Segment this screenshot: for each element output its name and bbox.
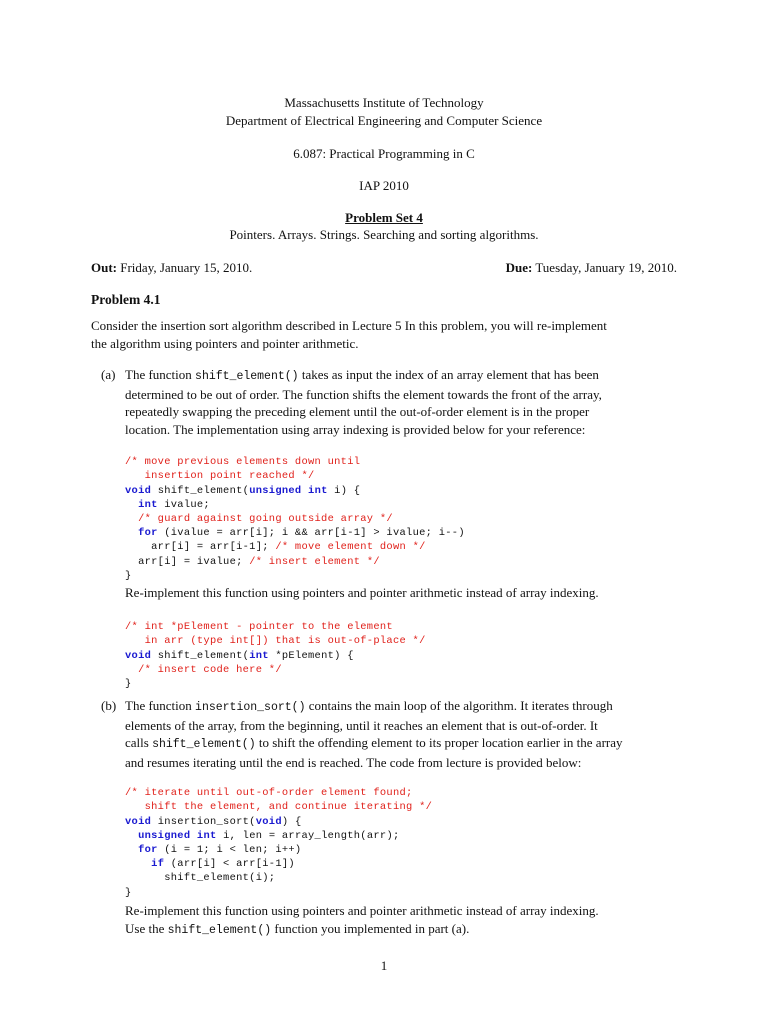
part-b-reimplement xyxy=(125,902,677,939)
part-b-text: The function xyxy=(125,698,196,713)
code-line: void shift_element(unsigned int i) { xyxy=(125,484,361,497)
code-line: for (ivalue = arr[i]; i && arr[i-1] > ivalue; i--) xyxy=(138,527,465,540)
code-line: arr[i] = arr[i-1]; /* move element down */ xyxy=(125,541,426,554)
code-line: shift_element(i); xyxy=(125,872,276,885)
code-line: } xyxy=(125,569,132,582)
intro-line-2: the algorithm using pointers and pointer arithmetic. xyxy=(91,335,359,351)
code-line xyxy=(125,786,432,800)
department-name: Department of Electrical Engineering and Computer Science xyxy=(225,113,543,128)
part-a-line-3: repeatedly swapping the preceding element until the out-of-order element is in the proper xyxy=(125,404,590,419)
part-a-line-4: location. The implementation using array indexing is provided below for your reference: xyxy=(125,421,586,437)
intro-line-1: Consider the insertion sort algorithm described in Lecture 5 In this problem, you will re-implement xyxy=(91,318,607,333)
code-line xyxy=(125,469,465,483)
inline-code: shift_element() xyxy=(152,738,256,751)
due-label: Due: xyxy=(505,260,533,275)
part-a-reimplement xyxy=(125,584,677,602)
code-keyword: void xyxy=(255,815,282,828)
problem-heading: Problem 4.1 xyxy=(91,292,161,307)
code-line: int ivalue; xyxy=(138,498,210,511)
term-label: IAP 2010 xyxy=(359,178,409,193)
inline-code: shift_element() xyxy=(195,370,299,383)
part-b-line-3 xyxy=(125,734,677,754)
code-keyword: for xyxy=(138,843,158,856)
code-comment: /* move previous elements down until xyxy=(125,456,361,469)
code-line: void shift_element(int *pElement) { xyxy=(125,649,354,662)
code-keyword: for xyxy=(138,527,158,540)
code-comment: in arr (type int[]) that is out-of-place */ xyxy=(125,635,426,648)
code-keyword: if xyxy=(151,858,165,871)
reimplement-text: Use the xyxy=(125,920,168,936)
due-value: Tuesday, January 19, 2010. xyxy=(535,260,677,275)
part-a-label: (a) xyxy=(101,367,116,382)
code-line xyxy=(125,800,432,814)
code-line xyxy=(125,455,465,469)
code-comment: /* iterate until out-of-order element found; xyxy=(125,787,413,800)
part-b-text: to shift the offending element to its proper location earlier in the array xyxy=(255,735,623,750)
reimplement-text: Re-implement this function using pointers and pointer arithmetic instead of array indexing. xyxy=(125,585,599,600)
page-number: 1 xyxy=(380,958,388,973)
institution-name: Massachusetts Institute of Technology xyxy=(284,95,484,110)
part-a-line-2: determined to be out of order. The function shifts the element towards the front of the array, xyxy=(125,386,602,402)
code-line xyxy=(125,634,426,648)
code-comment: /* insert element */ xyxy=(249,555,380,568)
code-line: } xyxy=(125,886,132,899)
code-keyword: void xyxy=(125,649,152,662)
part-b-text: contains the main loop of the algorithm. It iterates through xyxy=(305,698,613,713)
code-line: unsigned int i, len = array_length(arr); xyxy=(138,829,400,842)
code-keyword: void xyxy=(125,484,152,497)
code-line: } xyxy=(125,677,132,690)
code-keyword: unsigned xyxy=(138,829,191,842)
problem-set-subtitle: Pointers. Arrays. Strings. Searching and sorting algorithms. xyxy=(229,227,539,242)
reimplement-text: function you implemented in part (a). xyxy=(271,920,470,936)
code-comment: /* insert code here */ xyxy=(138,663,282,676)
code-comment: /* guard against going outside array */ xyxy=(125,512,393,525)
code-keyword: int xyxy=(196,829,217,842)
code-keyword: int xyxy=(138,498,158,511)
part-b-text: calls xyxy=(125,735,153,750)
inline-code: shift_element() xyxy=(167,923,272,937)
problem-set-title: Problem Set 4 xyxy=(345,210,423,225)
reimplement-text: Re-implement this function using pointers and pointer arithmetic instead of array indexing. xyxy=(125,903,599,918)
part-b-line-4: and resumes iterating until the end is reached. The code from lecture is provided below: xyxy=(125,754,582,770)
out-value: Friday, January 15, 2010. xyxy=(120,260,253,275)
due-date xyxy=(506,259,677,276)
code-line: void insertion_sort(void) { xyxy=(125,815,302,828)
part-a-description xyxy=(125,366,677,438)
code-comment: /* int *pElement - pointer to the element xyxy=(125,621,393,634)
code-line: if (arr[i] < arr[i-1]) xyxy=(151,858,295,871)
code-keyword: int xyxy=(249,649,269,662)
part-b-description xyxy=(125,697,677,771)
code-line xyxy=(125,620,426,634)
out-date xyxy=(91,259,252,276)
code-line: for (i = 1; i < len; i++) xyxy=(138,843,302,856)
code-line xyxy=(125,512,465,526)
part-a-text: takes as input the index of an array element that has been xyxy=(298,367,599,382)
problem-intro xyxy=(91,317,677,352)
part-b-line-1 xyxy=(125,697,677,717)
code-keyword: unsigned xyxy=(249,484,302,497)
part-a-text: The function xyxy=(125,367,196,382)
part-a-line-1 xyxy=(125,366,677,386)
code-line: arr[i] = ivalue; /* insert element */ xyxy=(125,555,380,568)
part-b-label: (b) xyxy=(101,698,117,713)
course-title: 6.087: Practical Programming in C xyxy=(293,146,475,161)
part-b-line-2: elements of the array, from the beginning, until it reaches an element that is out-of-order. It xyxy=(125,717,598,733)
code-keyword: void xyxy=(125,815,152,828)
code-comment: insertion point reached */ xyxy=(125,470,315,483)
code-comment: /* move element down */ xyxy=(275,541,426,554)
inline-code: insertion_sort() xyxy=(195,701,306,714)
code-comment: shift the element, and continue iterating */ xyxy=(125,801,433,814)
out-label: Out: xyxy=(91,260,117,275)
code-line xyxy=(125,663,426,677)
reimplement-line-2 xyxy=(125,920,677,940)
code-keyword: int xyxy=(308,484,328,497)
